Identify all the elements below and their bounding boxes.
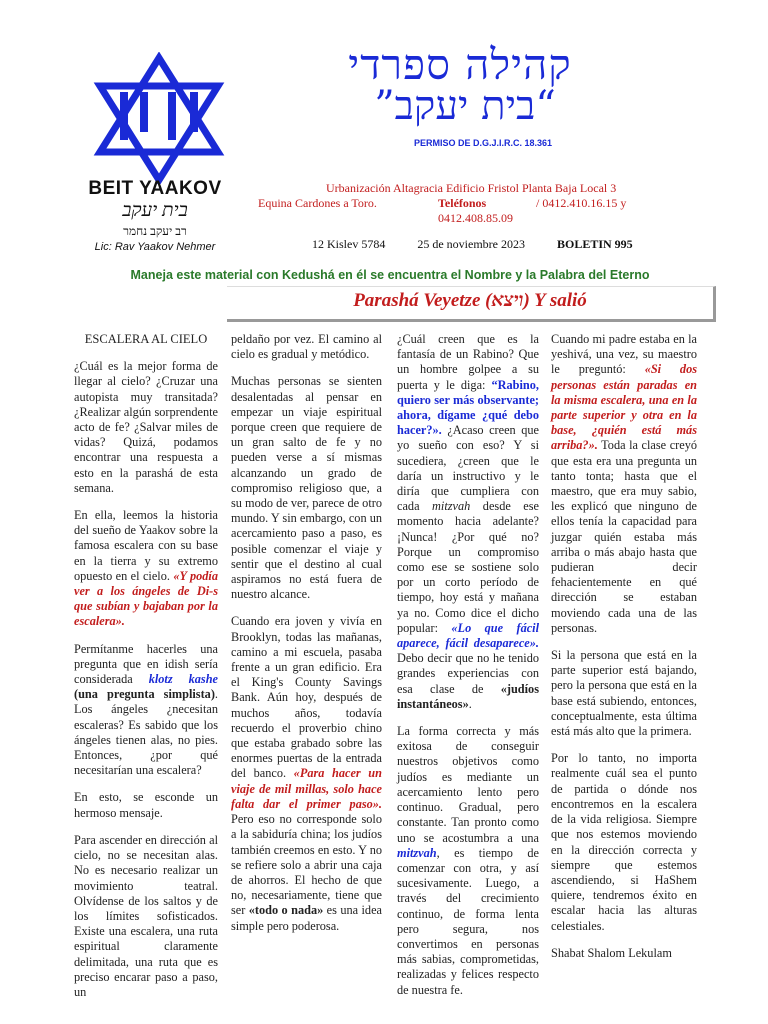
text: desde ese momento hacia adelante? ¡Nunca! ¿Por qué no? Porque un compromiso como ese se sostiene solo por un corto período de tiempo, hoy está y mañana ya no. Como dice el dicho popular:: [397, 499, 539, 635]
rabbi-name-hebrew: רב יעקב נחמר: [123, 224, 187, 238]
permit-number: PERMISO DE D.G.J.I.R.C. 18.361: [413, 138, 553, 148]
article-column-3: [397, 332, 539, 1010]
rabbi-name-latin: Lic: Rav Yaakov Nehmer: [94, 241, 216, 253]
paragraph: ¿Cuál es la mejor forma de llegar al cielo? ¿Cruzar una autopista muy transitada? ¿Realizar algún sorprendente acto de fe? ¿Salvar miles de vidas? Quizá, podamos encontrar una respuesta a esto en la parashá de esta semana.: [74, 359, 218, 495]
article-column-4: [551, 332, 697, 973]
term: klotz kashe: [148, 672, 218, 687]
article-column-2: [231, 332, 382, 946]
address-line2: [258, 196, 668, 211]
text: . Los ángeles ¿necesitan escaleras? Es sabido que los ángeles tienen alas, no pies. Entonces, ¿por qué necesitarían una escalera?: [74, 687, 218, 778]
text: , es tiempo de comenzar con otra, y así sucesivamente. Luego, a través del crecimiento continuo, de forma lenta pero segura, nos convertimos en personas más sabias, comprometidas, realizadas y felices respecto de nuestra fe.: [397, 845, 539, 997]
paragraph: [74, 508, 218, 630]
address-street: Equina Cardones a Toro.: [258, 196, 377, 210]
quote: «Si dos personas están paradas en la misma escalera, una en la parte superior y otra en la base, ¿quién está más arriba?».: [551, 362, 698, 453]
text-bold: «judíos instantáneos»: [397, 681, 539, 711]
text: ¿Acaso creen que yo sueño con eso? Y si sucediera, ¿creen que le daría un instructivo y le diría que cumpliera con cada: [397, 423, 540, 514]
date-line: [312, 237, 633, 252]
paragraph: [551, 332, 697, 636]
paragraph: peldaño por vez. El camino al cielo es gradual y metódico.: [231, 332, 382, 362]
quote: “Rabino, quiero ser más observante; ahora, dígame ¿qué debo hacer?».: [397, 377, 539, 438]
address-block: [258, 181, 668, 226]
kedusha-notice: Maneja este material con Kedushá en él se encuentra el Nombre y la Palabra del Eterno: [130, 268, 650, 282]
paragraph: [231, 614, 382, 933]
bulletin-number: BOLETIN 995: [557, 237, 633, 251]
text: ¿Cuál creen que es la fantasía de un Rabino? Que un hombre golpee a su puerta y le diga:: [397, 332, 539, 392]
org-name-hebrew: בית יעקב: [122, 200, 188, 221]
closing-greeting: Shabat Shalom Lekulam: [551, 945, 672, 960]
text: Cuando mi padre estaba en la yeshivá, una vez, su maestro le preguntó:: [551, 332, 697, 377]
text: Permítanme hacerles una pregunta que en idish sería considerada: [74, 641, 218, 687]
org-name-latin: BEIT YAAKOV: [88, 178, 222, 199]
phones-label: Teléfonos: [438, 196, 487, 210]
term: mitzvah: [432, 499, 471, 514]
parasha-title: Parashá Veyetze (ויצא) Y salió: [353, 290, 587, 311]
phone-1: / 0412.410.16.15 y: [536, 196, 627, 210]
quote: «Y podía ver a los ángeles de Di-s que subían y bajaban por la escalera».: [74, 568, 219, 629]
paragraph: [397, 332, 539, 712]
text: Toda la clase creyó que esta era una pregunta un tanto tonta; hasta que el maestro, que era muy sabio, les explicó que ninguno de ellos tenía la capacidad para juzgar quién estaba más arriba o más abajo hasta que pudieran decir fehacientemente en qué dirección se estaban moviendo cada una de las personas.: [551, 438, 697, 635]
quote: «Para hacer un viaje de mil millas, solo hace falta dar el primer paso».: [231, 766, 382, 811]
text: es una idea simple pero poderosa.: [231, 903, 382, 933]
hebrew-title-line1: קהילה ספרדי: [348, 40, 572, 89]
hebrew-title-line2: “בית יעקב”: [374, 83, 556, 129]
quote: «Lo que fácil aparece, fácil desaparece».: [397, 620, 540, 651]
text: Cuando era joven y vivía en Brooklyn, todas las mañanas, camino a mi escuela, pasaba frente a un gran edificio. Era el King's County Savings Bank. Aún hoy, después de muchos años, todavía recuerdo el proverbio chino que estaba grabado sobre las enormes puertas de la entrada del banco.: [231, 614, 382, 781]
date-hebrew: 12 Kislev 5784: [312, 237, 386, 251]
text: En ella, leemos la historia del sueño de Yaakov sobre la famosa escalera con su base en la tierra y su extremo opuesto en el cielo.: [74, 508, 218, 583]
paragraph: Para ascender en dirección al cielo, no se necesitan alas. No es necesario realizar un movimiento teatral. Olvídense de los saltos y de los límites sofisticados. Existe una escalera, una ruta espiritual claramente delimitada, una ruta que es preciso encarar paso a paso, un: [74, 832, 218, 999]
phone-2: 0412.408.85.09: [438, 211, 513, 225]
paragraph: [397, 724, 539, 998]
paragraph: Por lo tanto, no importa realmente cuál sea el punto de partida o dónde nos encontremos en la escalera de la vida religiosa. Siempre que nos estemos moviendo en la dirección correcta y siempre que estemos ascendiendo, si HaShem quiere, tendremos éxito en escalar hacia las alturas celestiales.: [551, 751, 697, 933]
address-line1: Urbanización Altagracia Edificio Fristol Planta Baja Local 3: [326, 181, 617, 195]
paragraph: En esto, se esconde un hermoso mensaje.: [74, 790, 218, 820]
date-gregorian: 25 de noviembre 2023: [417, 237, 525, 251]
text: Pero eso no corresponde solo a la sabiduría china; los judíos también creemos en esto. Y no se refiere solo a abrir una caja de ahorros. El hecho de que no, necesariamente, tiene que ser: [231, 812, 382, 918]
text: Debo decir que no he tenido grandes experiencias con esa clase de: [397, 651, 539, 696]
text-bold: (una pregunta simplista): [74, 687, 215, 702]
text: .: [468, 696, 472, 711]
paragraph: [74, 642, 218, 779]
article-heading: ESCALERA AL CIELO: [84, 332, 208, 346]
beit-yaakov-logo: [90, 52, 228, 184]
text: La forma correcta y más exitosa de conseguir nuestros objetivos como judíos es mediante un acercamiento lento pero continuo. Gradual, pero constante. Tan pronto como uno se acostumbra a una: [397, 724, 539, 845]
term: mitzvah: [397, 845, 437, 860]
article-column-1: [74, 332, 218, 1012]
paragraph: Si la persona que está en la parte superior está bajando, pero la persona que está en la base está subiendo, entonces, conceptualmente, esta última está más alto que la primera.: [551, 648, 697, 739]
paragraph: Muchas personas se sienten desalentadas al pensar en empezar un viaje espiritual porque creen que requiere de un gran salto de fe y no pueden verse a sí mismas alcanzando un grado de compromiso religioso que, a su modo de ver, parece de otro mundo. Y sin embargo, con un acercamiento paso a paso, es posible comenzar el viaje y sentir que el destino al cual aspiramos no está fuera de nuestro alcance.: [231, 374, 382, 602]
text-bold: «todo o nada»: [248, 903, 324, 918]
